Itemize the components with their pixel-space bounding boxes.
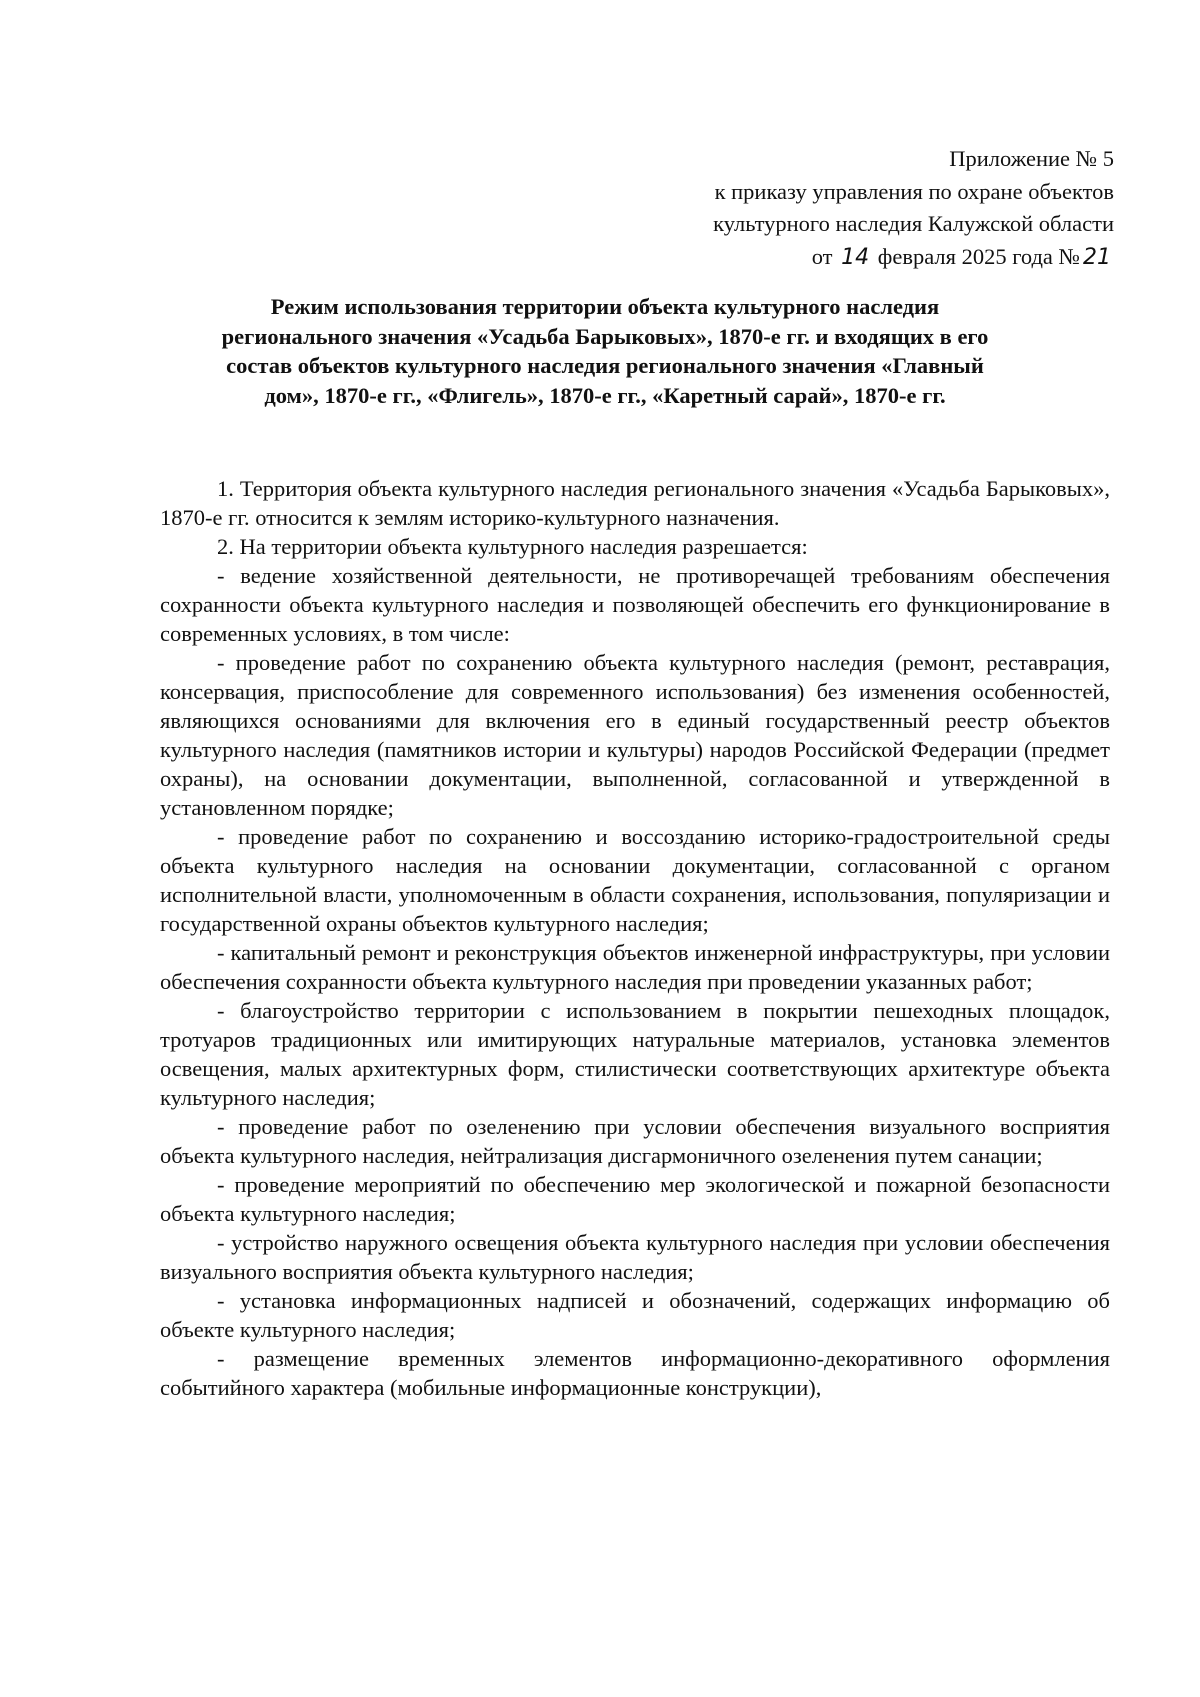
list-item: - проведение работ по сохранению и воссозданию историко-градостроительной среды объекта культурного наследия на основании документации, согласованной с органом исполнительной власти, уполномоченным в области сохранения, использования, популяризации и государственной охраны объектов культурного наследия; — [160, 824, 1110, 936]
date-middle: февраля 2025 года № — [877, 243, 1080, 269]
list-item: - проведение работ по озеленению при условии обеспечения визуального восприятия объекта культурного наследия, нейтрализация дисгармоничного озеленения путем санации; — [160, 1114, 1110, 1168]
list-item: - установка информационных надписей и обозначений, содержащих информацию об объекте культурного наследия; — [160, 1288, 1110, 1342]
title-line: состав объектов культурного наследия регионального значения «Главный — [226, 353, 984, 378]
paragraph-permitted-heading: 2. На территории объекта культурного наследия разрешается: — [217, 534, 808, 559]
title-line: регионального значения «Усадьба Барыковых», 1870-е гг. и входящих в его — [221, 323, 989, 349]
list-item: - проведение мероприятий по обеспечению мер экологической и пожарной безопасности объекта культурного наследия; — [160, 1172, 1110, 1226]
appendix-title: Приложение № 5 — [949, 146, 1114, 171]
appendix-header — [713, 143, 1114, 274]
appendix-date-line — [713, 241, 1114, 275]
list-item: - размещение временных элементов информационно-декоративного оформления событийного характера (мобильные информационные конструкции), — [160, 1346, 1110, 1400]
list-item: - устройство наружного освещения объекта культурного наследия при условии обеспечения визуального восприятия объекта культурного наследия; — [160, 1230, 1110, 1284]
title-line: дом», 1870-е гг., «Флигель», 1870-е гг., «Каретный сарай», 1870-е гг. — [264, 382, 946, 408]
document-body — [160, 474, 1110, 1402]
title-line: Режим использования территории объекта культурного наследия — [270, 294, 940, 319]
handwritten-order-number: 21 — [1083, 244, 1111, 270]
paragraph-territory-category: 1. Территория объекта культурного наследия регионального значения «Усадьба Барыковых», 1870-е гг. относится к землям историко-культурного назначения. — [160, 476, 1110, 530]
handwritten-day: 14 — [841, 244, 870, 270]
list-item: - проведение работ по сохранению объекта культурного наследия (ремонт, реставрация, консервация, приспособление для современного использования) без изменения особенностей, являющихся основаниями для включения его в единый государственный реестр объектов культурного наследия (памятников истории и культуры) народов Российской Федерации (предмет охраны), на основании документации, выполненной, согласованной и утвержденной в установленном порядке; — [160, 650, 1110, 820]
list-item: - капитальный ремонт и реконструкция объектов инженерной инфраструктуры, при условии обеспечения сохранности объекта культурного наследия при проведении указанных работ; — [160, 940, 1110, 994]
document-title — [150, 292, 1060, 410]
appendix-order-ref: к приказу управления по охране объектов — [714, 178, 1114, 204]
list-item: - благоустройство территории с использованием в покрытии пешеходных площадок, тротуаров традиционных или имитирующих натуральные материалов, установка элементов освещения, малых архитектурных форм, стилистически соответствующих архитектуре объекта культурного наследия; — [160, 998, 1110, 1110]
appendix-authority: культурного наследия Калужской области — [713, 211, 1114, 236]
list-item: - ведение хозяйственной деятельности, не противоречащей требованиям обеспечения сохранности объекта культурного наследия и позволяющей обеспечить его функционирование в современных условиях, в том числе: — [160, 563, 1110, 646]
date-prefix: от — [811, 243, 833, 269]
